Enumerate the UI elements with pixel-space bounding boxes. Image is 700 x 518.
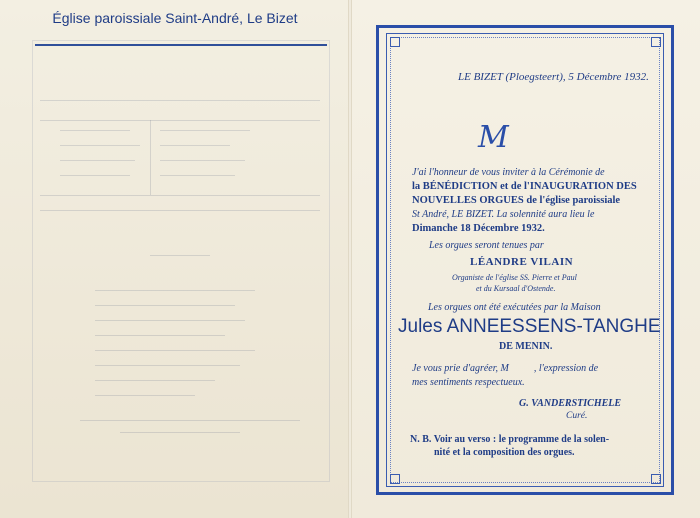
invite-line-1: J'ai l'honneur de vous inviter à la Cérémonie de [412,167,605,178]
bleed-line [150,120,151,195]
organist-desc-2: et du Kursaal d'Ostende. [476,284,556,293]
nb-line-1: N. B. Voir au verso : le programme de la solen- [410,434,610,445]
salutation: M [478,120,509,155]
bleed-line [95,395,195,396]
signature-name: G. VANDERSTICHELE [519,398,622,409]
page-fold [348,0,352,518]
frame-corner [651,474,661,484]
bleed-line [95,380,215,381]
bleed-line [40,100,320,101]
bleed-line [150,255,210,256]
builder-name: Jules ANNEESSENS-TANGHE [398,316,661,337]
invite-date: Dimanche 18 Décembre 1932. [412,223,545,234]
bleed-line [40,120,320,121]
frame-corner [390,474,400,484]
closing-line-1: Je vous prie d'agréer, M , l'expression de [412,363,599,374]
invite-line-4: St André, LE BIZET. La solennité aura lieu le [412,209,595,220]
church-title: Église paroissiale Saint-André, Le Bizet [52,10,298,26]
invite-line-2: la BÉNÉDICTION et de l'INAUGURATION DES [412,181,637,192]
bleed-line [40,195,320,196]
bleed-line [95,365,240,366]
frame-corner [651,37,661,47]
date-line: LE BIZET (Ploegsteert), 5 Décembre 1932. [458,71,649,83]
bleed-line [95,305,235,306]
bleed-line [95,350,255,351]
closing-line-2: mes sentiments respectueux. [412,377,525,388]
bleed-line [160,130,250,131]
organist-desc-1: Organiste de l'église SS. Pierre et Paul [452,273,577,282]
bleed-line [60,160,135,161]
bleed-line [60,175,130,176]
bleed-line [60,130,130,131]
bleed-line [60,145,140,146]
bleed-line [120,432,240,433]
organist-name: LÉANDRE VILAIN [470,256,574,268]
bleed-line [160,175,235,176]
builder-city: DE MENIN. [499,341,553,352]
bleed-line [80,420,300,421]
bleed-line [95,335,225,336]
invite-line-3: NOUVELLES ORGUES de l'église paroissiale [412,195,621,206]
bleed-line [95,320,245,321]
bleed-through-frame [32,40,330,482]
signature-title: Curé. [566,411,588,421]
bleed-line [95,290,255,291]
nb-line-2: nité et la composition des orgues. [434,447,575,458]
bleed-line [40,210,320,211]
builder-intro: Les orgues ont été exécutées par la Maison [428,302,601,313]
bleed-line [160,145,230,146]
bleed-line [160,160,245,161]
organist-intro: Les orgues seront tenues par [429,240,544,251]
frame-corner [390,37,400,47]
